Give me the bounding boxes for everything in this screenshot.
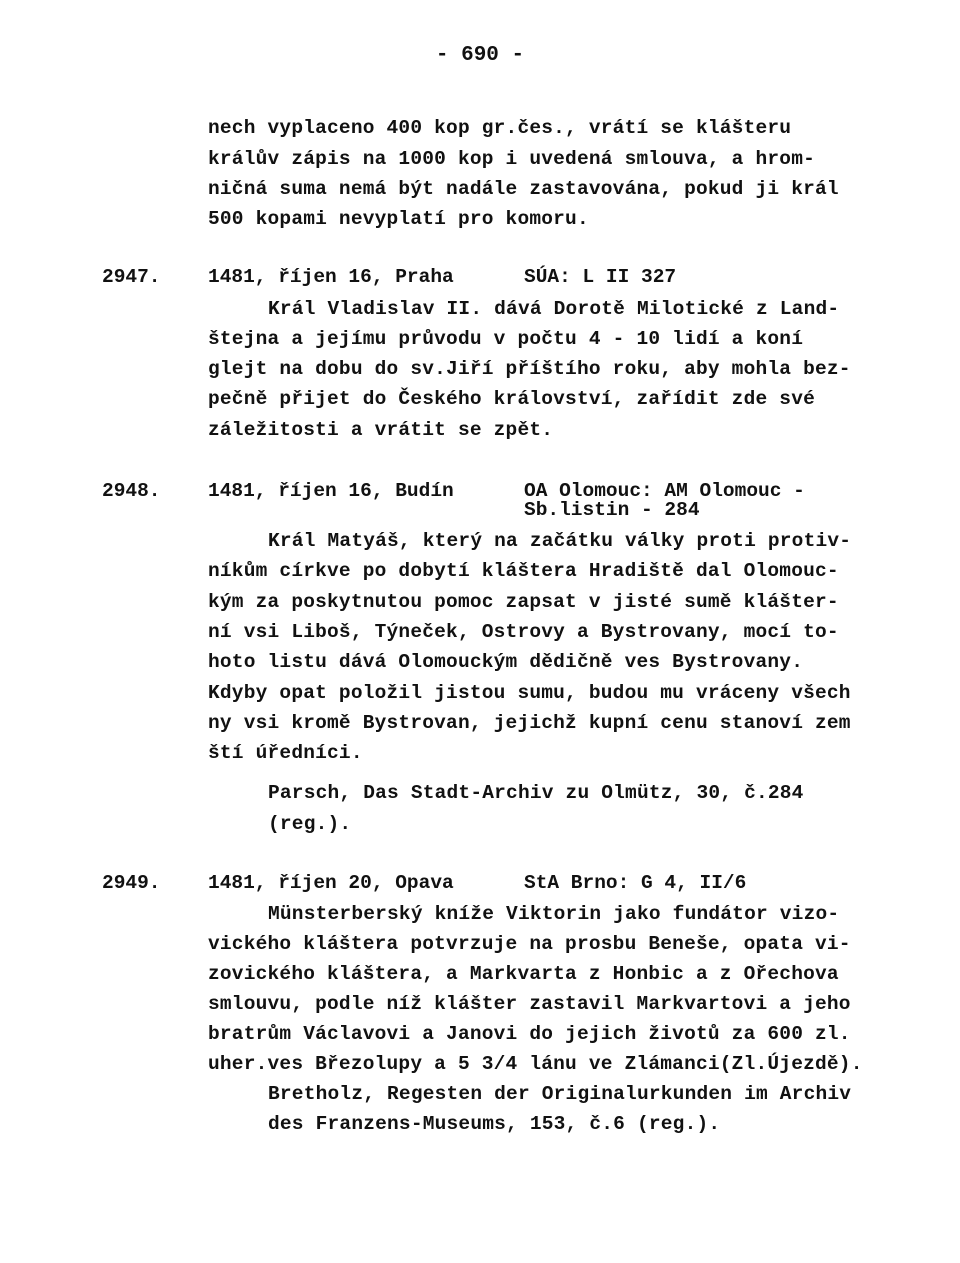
entry-number: 2947. xyxy=(102,266,161,288)
reference-line: Parsch, Das Stadt-Archiv zu Olmütz, 30, č.284 xyxy=(268,782,804,804)
reference-line: des Franzens-Museums, 153, č.6 (reg.). xyxy=(268,1113,721,1135)
entry-number: 2948. xyxy=(102,480,161,502)
text-line: vického kláštera potvrzuje na prosbu Beneše, opata vi- xyxy=(208,933,851,955)
page-number: - 690 - xyxy=(435,44,525,67)
text-line: hoto listu dává Olomouckým dědičně ves Bystrovany. xyxy=(208,651,804,673)
reference-line: (reg.). xyxy=(268,813,352,835)
text-line: Král Matyáš, který na začátku války proti protiv- xyxy=(268,530,852,552)
entry-number: 2949. xyxy=(102,872,161,894)
text-line: štejna a jejímu průvodu v počtu 4 - 10 lidí a koní xyxy=(208,328,804,350)
reference-line: Bretholz, Regesten der Originalurkunden im Archiv xyxy=(268,1083,852,1105)
text-line: ny vsi kromě Bystrovan, jejichž kupní cenu stanoví zem xyxy=(208,712,851,734)
text-line: kým za poskytnutou pomoc zapsat v jisté sumě klášter- xyxy=(208,591,839,613)
text-line: Král Vladislav II. dává Dorotě Milotické z Land- xyxy=(268,298,840,320)
text-line: Kdyby opat položil jistou sumu, budou mu vráceny všech xyxy=(208,682,851,704)
text-line: nech vyplaceno 400 kop gr.čes., vrátí se klášteru xyxy=(208,117,792,139)
entry-source: Sb.listin - 284 xyxy=(524,499,700,521)
text-line: záležitosti a vrátit se zpět. xyxy=(208,419,554,441)
text-line: smlouvu, podle níž klášter zastavil Markvartovi a jeho xyxy=(208,993,851,1015)
text-line: ničná suma nemá být nadále zastavována, pokud ji král xyxy=(208,178,839,200)
text-line: pečně přijet do Českého království, zařídit zde své xyxy=(208,388,815,410)
text-line: glejt na dobu do sv.Jiří příštího roku, aby mohla bez- xyxy=(208,358,851,380)
entry-source: StA Brno: G 4, II/6 xyxy=(524,872,747,894)
text-line: bratrům Václavovi a Janovi do jejich životů za 600 zl. xyxy=(208,1023,851,1045)
text-line: níkům církve po dobytí kláštera Hradiště dal Olomouc- xyxy=(208,560,839,582)
entry-date-place: 1481, říjen 16, Praha xyxy=(208,266,454,288)
text-line: uher.ves Březolupy a 5 3/4 lánu ve Zlámanci(Zl.Újezdě). xyxy=(208,1053,863,1075)
entry-source: SÚA: L II 327 xyxy=(524,266,677,288)
text-line: králův zápis na 1000 kop i uvedená smlouva, a hrom- xyxy=(208,148,815,170)
text-line: ní vsi Liboš, Týneček, Ostrovy a Bystrovany, mocí to- xyxy=(208,621,839,643)
text-line: Münsterberský kníže Viktorin jako fundátor vizo- xyxy=(268,903,840,925)
text-line: zovického kláštera, a Markvarta z Honbic a z Ořechova xyxy=(208,963,839,985)
entry-date-place: 1481, říjen 20, Opava xyxy=(208,872,454,894)
text-line: ští úředníci. xyxy=(208,742,363,764)
entry-date-place: 1481, říjen 16, Budín xyxy=(208,480,454,502)
entry-source: OA Olomouc: AM Olomouc - xyxy=(524,480,805,502)
text-line: 500 kopami nevyplatí pro komoru. xyxy=(208,208,589,230)
